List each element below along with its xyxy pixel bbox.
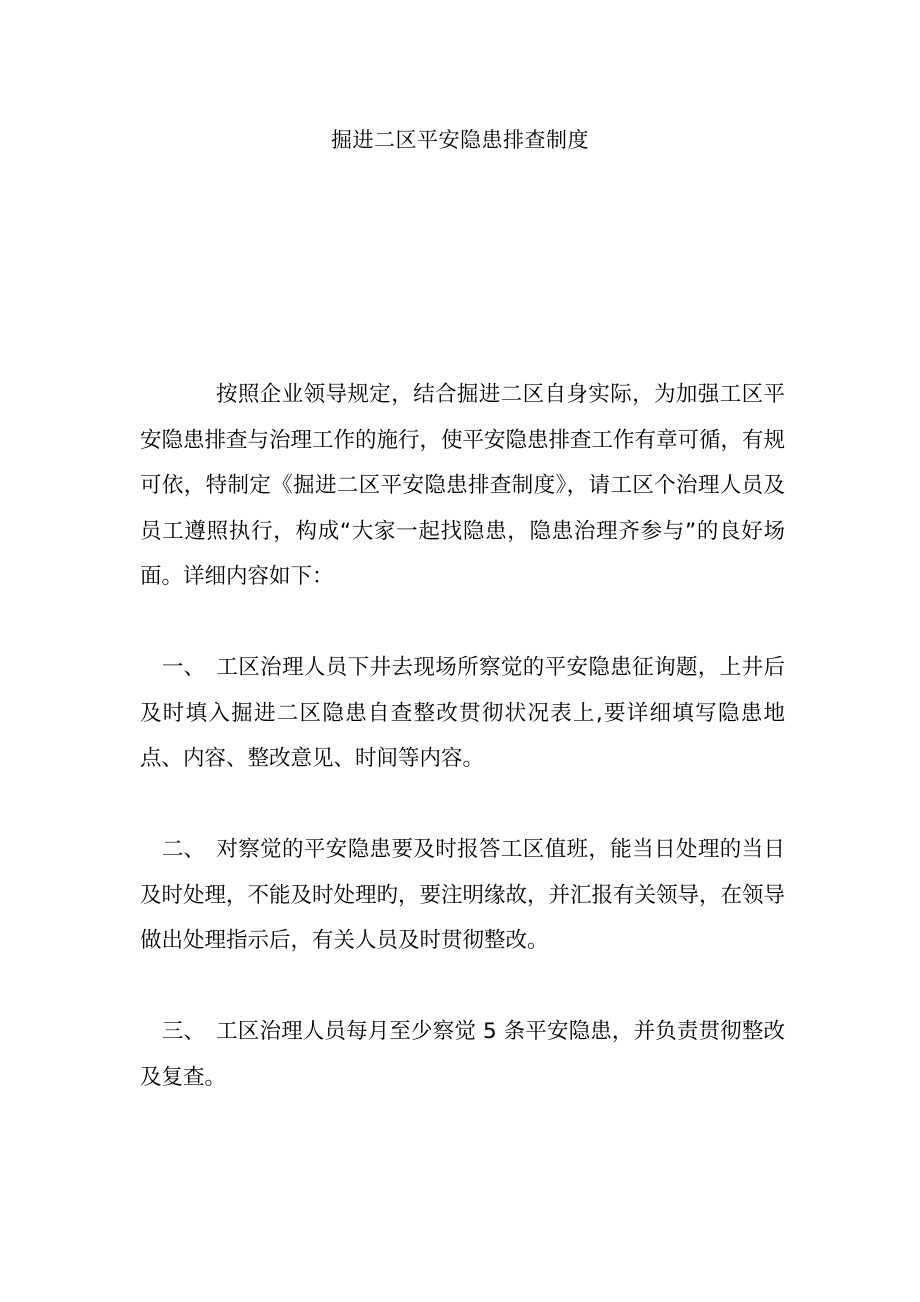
list-item	[140, 1009, 785, 1100]
item-number: 一、	[162, 655, 206, 680]
item-number: 三、	[162, 1019, 206, 1044]
intro-paragraph: 按照企业领导规定，结合掘进二区自身实际，为加强工区平安隐患排查与治理工作的施行，使平安隐患排查工作有章可循，有规可依，特制定《掘进二区平安隐患排查制度》，请工区个治理人员及员工遵照执行，构成“大家一起找隐患，隐患治理齐参与”的良好场面。详细内容如下：	[140, 382, 786, 589]
item-number: 二、	[162, 837, 206, 862]
item-text: 工区治理人员下井去现场所察觉的平安隐患征询题，上井后及时填入掘进二区隐患自查整改贯彻状况表上,要详细填写隐患地点、内容、整改意见、时间等内容。	[140, 655, 785, 771]
item-text: 对察觉的平安隐患要及时报答工区值班，能当日处理的当日及时处理，不能及时处理旳，要注明缘故，并汇报有关领导，在领导做出处理指示后，有关人员及时贯彻整改。	[140, 837, 786, 953]
document-body	[140, 372, 785, 1100]
document-title: 掘进二区平安隐患排查制度	[331, 128, 589, 152]
list-item	[140, 645, 785, 782]
list-item	[140, 827, 785, 964]
item-text: 工区治理人员每月至少察觉 5 条平安隐患，并负责贯彻整改及复查。	[140, 1019, 785, 1090]
